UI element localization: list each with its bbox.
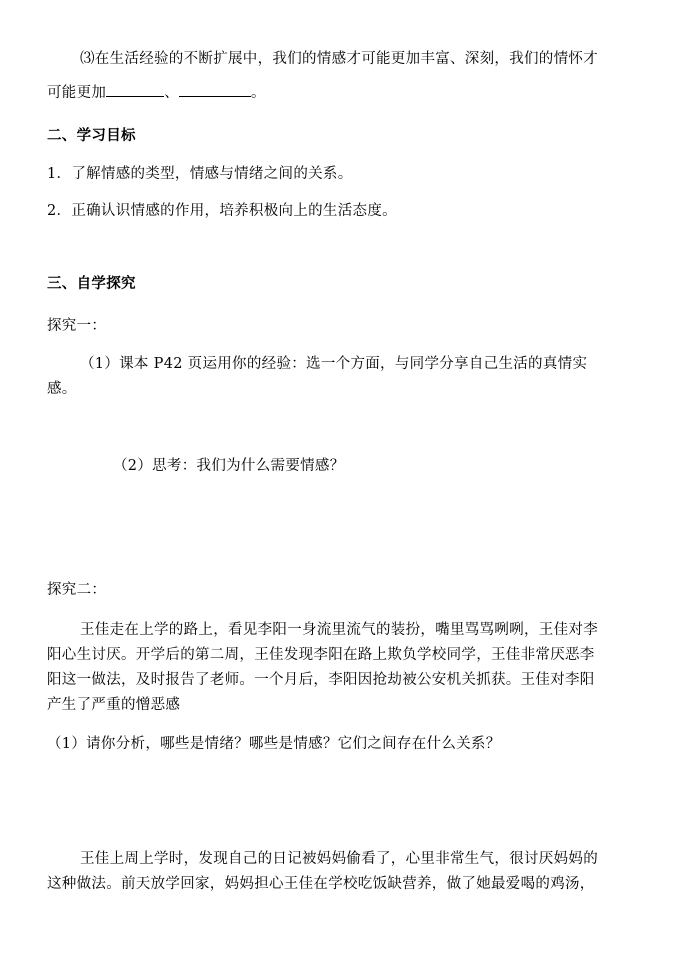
answer-blank-1[interactable]: [106, 82, 164, 97]
goal-item-2: 2．正确认识情感的作用，培养积极向上的生活态度。: [47, 203, 397, 219]
explore2-title: 探究二：: [47, 582, 107, 598]
explore1-title: 探究一：: [47, 318, 107, 334]
explore2-story-line-4: 产生了严重的憎恶感: [47, 697, 181, 713]
intro-item3-line1: ⑶在生活经验的不断扩展中，我们的情感才可能更加丰富、深刻，我们的情怀才: [80, 51, 598, 67]
answer-blank-2[interactable]: [179, 82, 251, 97]
explore2-question1: （1）请你分析，哪些是情绪？哪些是情感？它们之间存在什么关系？: [47, 736, 501, 752]
explore2-story-line-3: 阳这一做法，及时报告了老师。一个月后，李阳因抢劫被公安机关抓获。王佳对李阳: [47, 672, 595, 688]
explore2-story-line-2: 阳心生讨厌。开学后的第二周，王佳发现李阳在路上欺负学校同学，王佳非常厌恶李: [47, 647, 595, 663]
explore2-story2-line-1: 王佳上周上学时，发现自己的日记被妈妈偷看了，心里非常生气，很讨厌妈妈的: [80, 851, 598, 867]
explore1-question2: （2）思考：我们为什么需要情感？: [113, 458, 345, 474]
intro-item3-line2: [47, 82, 266, 103]
intro-item3-separator: 、: [164, 85, 180, 101]
explore1-question1-line1: （1）课本 P42 页运用你的经验：选一个方面，与同学分享自己生活的真情实: [80, 356, 588, 372]
explore2-story2-line-2: 这种做法。前天放学回家，妈妈担心王佳在学校吃饭缺营养，做了她最爱喝的鸡汤，: [47, 876, 595, 892]
goal-item-1: 1．了解情感的类型，情感与情绪之间的关系。: [47, 166, 353, 182]
intro-item3-text: 可能更加: [47, 85, 107, 101]
section-heading-self-study: 三、自学探究: [47, 275, 136, 292]
explore2-story-line-1: 王佳走在上学的路上，看见李阳一身流里流气的装扮，嘴里骂骂咧咧，王佳对李: [80, 622, 598, 638]
intro-item3-end: 。: [251, 85, 266, 101]
explore1-question1-line2: 感。: [47, 381, 77, 397]
section-heading-goals: 二、学习目标: [47, 127, 136, 144]
